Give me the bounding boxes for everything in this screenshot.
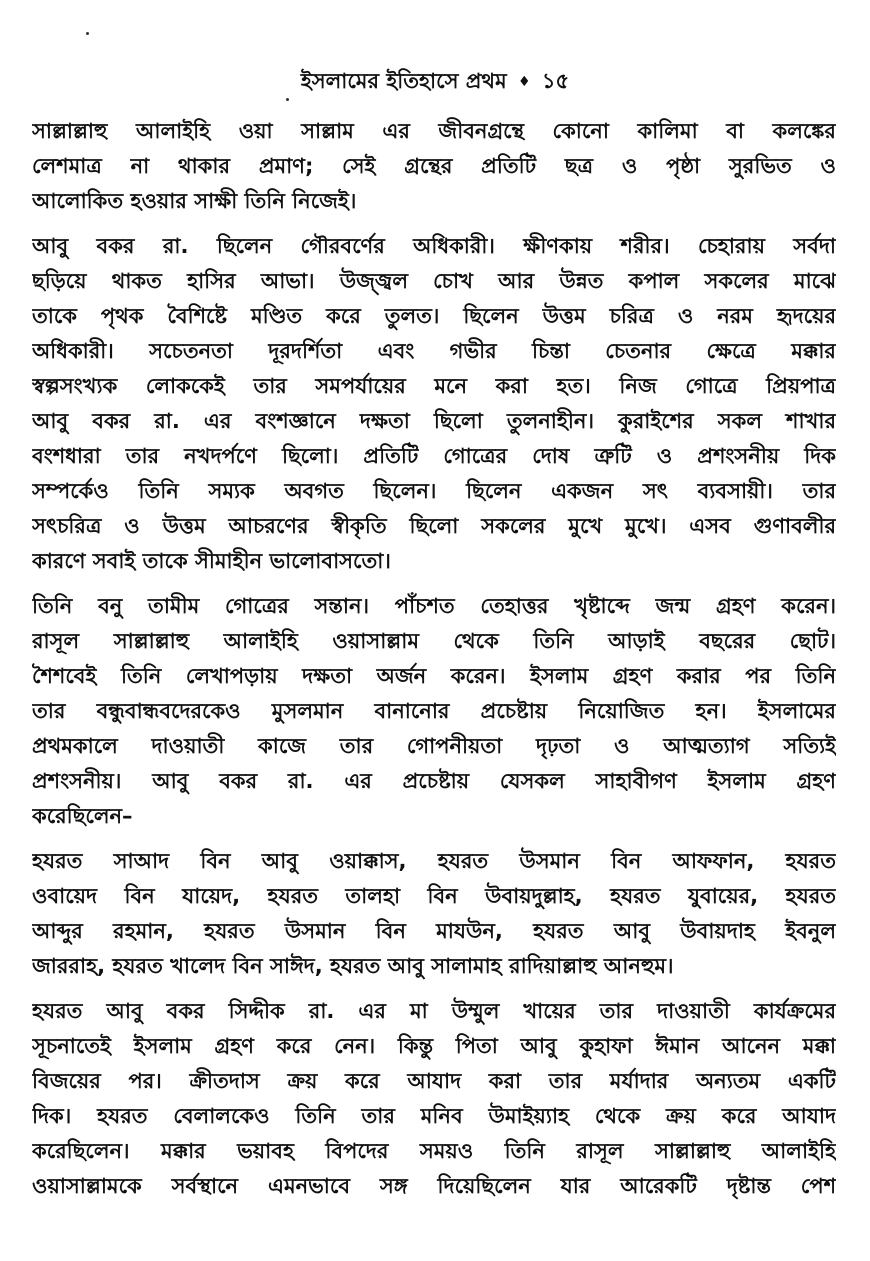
text-line: সম্পর্কেও তিনি সম্যক অবগত ছিলেন। ছিলেন একজন সৎ ব্যবসায়ী। তার	[32, 479, 836, 503]
text-line: বিজয়ের পর। ক্রীতদাস ক্রয় করে আযাদ করা তার মর্যাদার অন্যতম একটি	[32, 1069, 836, 1093]
text-line: আবু বকর রা. ছিলেন গৌরবর্ণের অধিকারী। ক্ষীণকায় শরীর। চেহারায় সর্বদা	[32, 234, 836, 258]
scan-speck	[86, 32, 89, 35]
text-line: জাররাহ, হযরত খালেদ বিন সাঈদ, হযরত আবু সালামাহ রাদিয়াল্লাহু আনহুম।	[32, 954, 674, 978]
text-line: আলোকিত হওয়ার সাক্ষী তিনি নিজেই।	[32, 189, 357, 213]
text-line: ছড়িয়ে থাকত হাসির আভা। উজ্জ্বল চোখ আর উন্নত কপাল সকলের মাঝে	[32, 269, 836, 293]
paragraph	[32, 229, 836, 579]
text-line: কারণে সবাই তাকে সীমাহীন ভালোবাসতো।	[32, 549, 391, 573]
paragraph	[32, 589, 836, 834]
running-header-title: ইসলামের ইতিহাসে প্রথম	[300, 69, 507, 93]
text-line: বংশধারা তার নখদর্পণে ছিলো। প্রতিটি গোত্রের দোষ ত্রুটি ও প্রশংসনীয় দিক	[32, 444, 836, 468]
text-line: লেশমাত্র না থাকার প্রমাণ; সেই গ্রন্থের প্রতিটি ছত্র ও পৃষ্ঠা সুরভিত ও	[32, 154, 836, 178]
text-line: আব্দুর রহমান, হযরত উসমান বিন মাযউন, হযরত আবু উবায়দাহ ইবনুল	[32, 919, 836, 943]
running-header	[0, 66, 870, 97]
text-line: ওয়াসাল্লামকে সর্বস্থানে এমনভাবে সঙ্গ দিয়েছিলেন যার আরেকটি দৃষ্টান্ত পেশ	[32, 1174, 836, 1198]
text-line: তিনি বনু তামীম গোত্রের সন্তান। পাঁচশত তেহাত্তর খৃষ্টাব্দে জন্ম গ্রহণ করেন।	[32, 594, 836, 618]
text-line: হযরত সাআদ বিন আবু ওয়াক্কাস, হযরত উসমান বিন আফফান, হযরত	[32, 849, 836, 873]
text-line: করেছিলেন–	[32, 804, 133, 828]
text-line: প্রথমকালে দাওয়াতী কাজে তার গোপনীয়তা দৃঢ়তা ও আত্মত্যাগ সত্যিই	[32, 734, 836, 758]
paragraph	[32, 994, 836, 1204]
text-line: সূচনাতেই ইসলাম গ্রহণ করে নেন। কিন্তু পিতা আবু কুহাফা ঈমান আনেন মক্কা	[32, 1034, 836, 1058]
text-line: তার বন্ধুবান্ধবদেরকেও মুসলমান বানানোর প্রচেষ্টায় নিয়োজিত হন। ইসলামের	[32, 699, 836, 723]
page-number: ১৫	[541, 69, 570, 93]
text-line: রাসূল সাল্লাল্লাহু আলাইহি ওয়াসাল্লাম থেকে তিনি আড়াই বছরের ছোট।	[32, 629, 836, 653]
body-text	[32, 114, 836, 1214]
text-line: আবু বকর রা. এর বংশজ্ঞানে দক্ষতা ছিলো তুলনাহীন। কুরাইশের সকল শাখার	[32, 409, 836, 433]
text-line: সৎচরিত্র ও উত্তম আচরণের স্বীকৃতি ছিলো সকলের মুখে মুখে। এসব গুণাবলীর	[32, 514, 836, 538]
text-line: অধিকারী। সচেতনতা দূরদর্শিতা এবং গভীর চিন্তা চেতনার ক্ষেত্রে মক্কার	[32, 339, 836, 363]
text-line: করেছিলেন। মক্কার ভয়াবহ বিপদের সময়ও তিনি রাসূল সাল্লাল্লাহু আলাইহি	[32, 1139, 836, 1163]
paragraph	[32, 844, 836, 984]
scan-speck	[286, 98, 289, 101]
text-line: ওবায়েদ বিন যায়েদ, হযরত তালহা বিন উবায়দুল্লাহ, হযরত যুবায়ের, হযরত	[32, 884, 836, 908]
text-line: শৈশবেই তিনি লেখাপড়ায় দক্ষতা অর্জন করেন। ইসলাম গ্রহণ করার পর তিনি	[32, 664, 836, 688]
text-line: সাল্লাল্লাহু আলাইহি ওয়া সাল্লাম এর জীবনগ্রন্থে কোনো কালিমা বা কলঙ্কের	[32, 119, 836, 143]
text-line: দিক। হযরত বেলালকেও তিনি তার মনিব উমাইয়্যাহ থেকে ক্রয় করে আযাদ	[32, 1104, 836, 1128]
text-line: স্বল্পসংখ্যক লোককেই তার সমপর্যায়ের মনে করা হত। নিজ গোত্রে প্রিয়পাত্র	[32, 374, 836, 398]
paragraph	[32, 114, 836, 219]
text-line: হযরত আবু বকর সিদ্দীক রা. এর মা উম্মুল খায়ের তার দাওয়াতী কার্যক্রমের	[32, 999, 836, 1023]
diamond-separator-icon: ♦	[518, 74, 531, 90]
text-line: প্রশংসনীয়। আবু বকর রা. এর প্রচেষ্টায় যেসকল সাহাবীগণ ইসলাম গ্রহণ	[32, 769, 836, 793]
text-line: তাকে পৃথক বৈশিষ্টে মণ্ডিত করে তুলত। ছিলেন উত্তম চরিত্র ও নরম হৃদয়ের	[32, 304, 836, 328]
